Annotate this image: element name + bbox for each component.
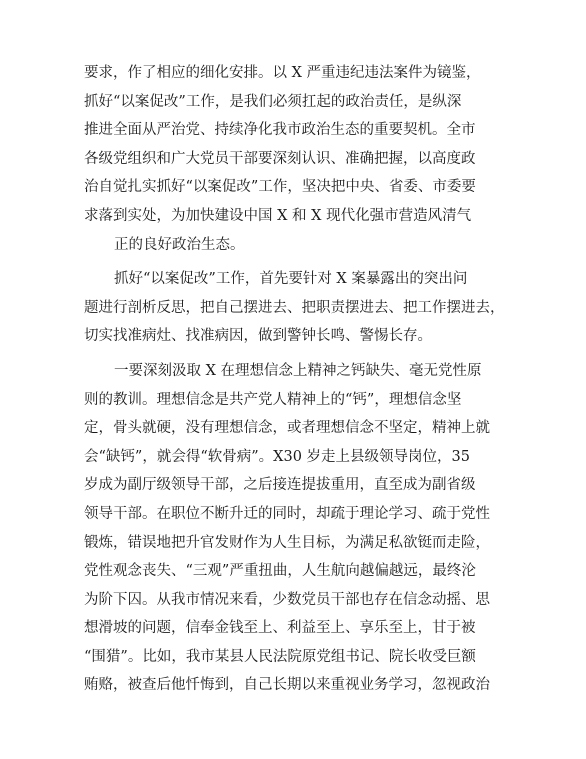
text-line: 题进行剖析反思，把自己摆进去、把职责摆进去、把工作摆进去， <box>84 299 505 316</box>
text-line: 岁成为副厅级领导干部，之后接连提拔重用，直至成为副省级 <box>84 477 476 494</box>
text-line: 正的良好政治生态。 <box>114 236 245 253</box>
document-body <box>84 59 506 700</box>
text-line: “围猎”。比如，我市某县人民法院原党组书记、院长收受巨额 <box>84 648 476 665</box>
text-line: 各级党组织和广大党员干部要深刻认识、准确把握，以高度政 <box>84 150 476 167</box>
text-line: 领导干部。在职位不断升迁的同时，却疏于理论学习、疏于党性 <box>84 505 490 522</box>
text-line: 一要深刻汲取 X 在理想信念上精神之钙缺失、毫无党性原 <box>114 362 482 379</box>
text-line: 切实找准病灶、找准病因，做到警钟长鸣、警惕长存。 <box>84 328 432 345</box>
text-line: 治自觉扎实抓好“以案促改”工作，坚决把中央、省委、市委要 <box>84 179 476 196</box>
text-line: 抓好“以案促改”工作，是我们必须扛起的政治责任，是纵深 <box>84 93 462 110</box>
text-line: 为阶下囚。从我市情况来看，少数党员干部也存在信念动摇、思 <box>84 591 490 608</box>
text-line: 抓好“以案促改”工作，首先要针对 X 案暴露出的突出问 <box>114 271 468 288</box>
text-line: 想滑坡的问题，信奉金钱至上、利益至上、享乐至上，甘于被 <box>84 620 476 637</box>
paragraph-1 <box>84 59 506 259</box>
paragraph-3 <box>84 357 506 700</box>
paragraph-2 <box>84 265 506 351</box>
text-line: 锻炼，错误地把升官发财作为人生目标，为满足私欲铤而走险， <box>84 534 490 551</box>
text-line: 推进全面从严治党、持续净化我市政治生态的重要契机。全市 <box>84 122 476 139</box>
text-line: 则的教训。理想信念是共产党人精神上的“钙”，理想信念坚 <box>84 391 462 408</box>
text-line: 党性观念丧失、“三观”严重扭曲，人生航向越偏越远，最终沦 <box>84 563 476 580</box>
text-line: 贿赂，被查后他忏悔到，自己长期以来重视业务学习，忽视政治 <box>84 677 490 694</box>
text-line: 定，骨头就硬，没有理想信念，或者理想信念不坚定，精神上就 <box>84 420 490 437</box>
text-line: 会“缺钙”，就会得“软骨病”。X30 岁走上县级领导岗位，35 <box>84 448 470 465</box>
text-line: 求落到实处，为加快建设中国 X 和 X 现代化强市营造风清气 <box>84 207 472 224</box>
text-line: 要求，作了相应的细化安排。以 X 严重违纪违法案件为镜鉴， <box>84 65 481 81</box>
